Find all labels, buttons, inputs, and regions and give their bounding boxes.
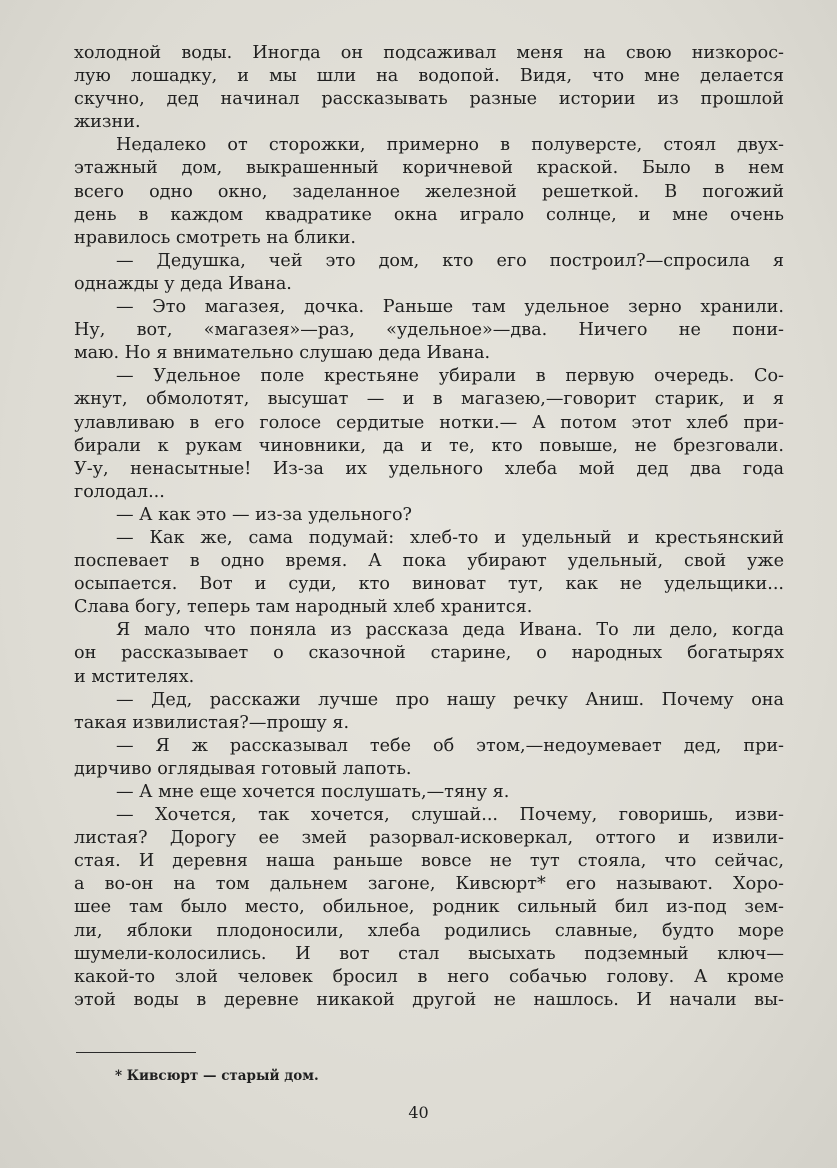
text-line: он рассказывает о сказочной старине, о народных богатырях (74, 643, 784, 664)
text-line: Слава богу, теперь там народный хлеб хранится. (74, 597, 533, 618)
text-line: лую лошадку, и мы шли на водопой. Видя, что мне делается (74, 66, 784, 87)
text-line: и мстителях. (74, 666, 195, 687)
text-line: — Как же, сама подумай: хлеб-то и удельный и крестьянский (116, 527, 784, 548)
footnote: * Кивсюрт — старый дом. (115, 1068, 319, 1084)
text-line: ли, яблоки плодоносили, хлеба родились славные, будто море (74, 920, 784, 941)
text-line: голодал... (74, 481, 165, 502)
text-line: день в каждом квадратике окна играло солнце, и мне очень (74, 204, 784, 225)
text-line: — Дедушка, чей это дом, кто его построил?—спросила я (116, 250, 784, 271)
text-line: этажный дом, выкрашенный коричневой краской. Было в нем (74, 158, 784, 179)
text-line: однажды у деда Ивана. (74, 273, 292, 294)
text-line: всего одно окно, заделанное железной решеткой. В погожий (74, 181, 784, 202)
text-line: холодной воды. Иногда он подсаживал меня на свою низкорос- (74, 43, 784, 63)
text-line: шее там было место, обильное, родник сильный бил из-под зем- (74, 897, 784, 918)
text-line: бирали к рукам чиновники, да и те, кто повыше, не брезговали. (74, 435, 784, 456)
text-line: такая извилистая?—прошу я. (74, 712, 350, 733)
text-line: жизни. (74, 112, 141, 133)
text-line: а во-он на том дальнем загоне, Кивсюрт* его называют. Хоро- (74, 874, 784, 895)
text-line: — А мне еще хочется послушать,—тяну я. (116, 782, 510, 802)
text-line: Ну, вот, «магазея»—раз, «удельное»—два. Ничего не пони- (74, 320, 784, 341)
text-line: Недалеко от сторожки, примерно в полуверсте, стоял двух- (116, 135, 784, 156)
text-line: — А как это — из-за удельного? (116, 504, 412, 525)
page-number: 40 (408, 1103, 429, 1122)
text-line: дирчиво оглядывая готовый лапоть. (74, 758, 412, 779)
text-line: — Хочется, так хочется, слушай... Почему, говоришь, изви- (116, 805, 784, 826)
text-line: Я мало что поняла из рассказа деда Ивана. То ли дело, когда (116, 620, 784, 641)
text-line: — Я ж рассказывал тебе об этом,—недоумевает дед, при- (116, 735, 784, 756)
text-line: улавливаю в его голосе сердитые нотки.— А потом этот хлеб при- (74, 412, 784, 433)
text-line: маю. Но я внимательно слушаю деда Ивана. (74, 343, 491, 364)
text-line: осыпается. Вот и суди, кто виноват тут, как не удельщики... (74, 574, 784, 595)
text-line: — Удельное поле крестьяне убирали в первую очередь. Со- (116, 366, 784, 387)
footnote-divider (76, 1052, 196, 1053)
text-line: нравилось смотреть на блики. (74, 227, 356, 248)
text-line: жнут, обмолотят, высушат — и в магазею,—говорит старик, и я (74, 389, 784, 410)
text-line: поспевает в одно время. А пока убирают удельный, свой уже (74, 551, 784, 572)
text-line: — Это магазея, дочка. Раньше там удельное зерно хранили. (116, 297, 784, 318)
text-line: — Дед, расскажи лучше про нашу речку Аниш. Почему она (116, 689, 784, 710)
text-line: какой-то злой человек бросил в него собачью голову. А кроме (74, 966, 784, 987)
text-line: этой воды в деревне никакой другой не нашлось. И начали вы- (74, 989, 784, 1010)
text-line: стая. И деревня наша раньше вовсе не тут стояла, что сейчас, (74, 851, 784, 872)
text-line: шумели-колосились. И вот стал высыхать подземный ключ— (74, 943, 784, 964)
body-text (74, 42, 784, 1012)
text-line: листая? Дорогу ее змей разорвал-исковеркал, оттого и извили- (74, 828, 784, 849)
text-line: У-у, ненасытные! Из-за их удельного хлеба мой дед два года (74, 458, 784, 479)
text-line: скучно, дед начинал рассказывать разные истории из прошлой (74, 89, 784, 110)
